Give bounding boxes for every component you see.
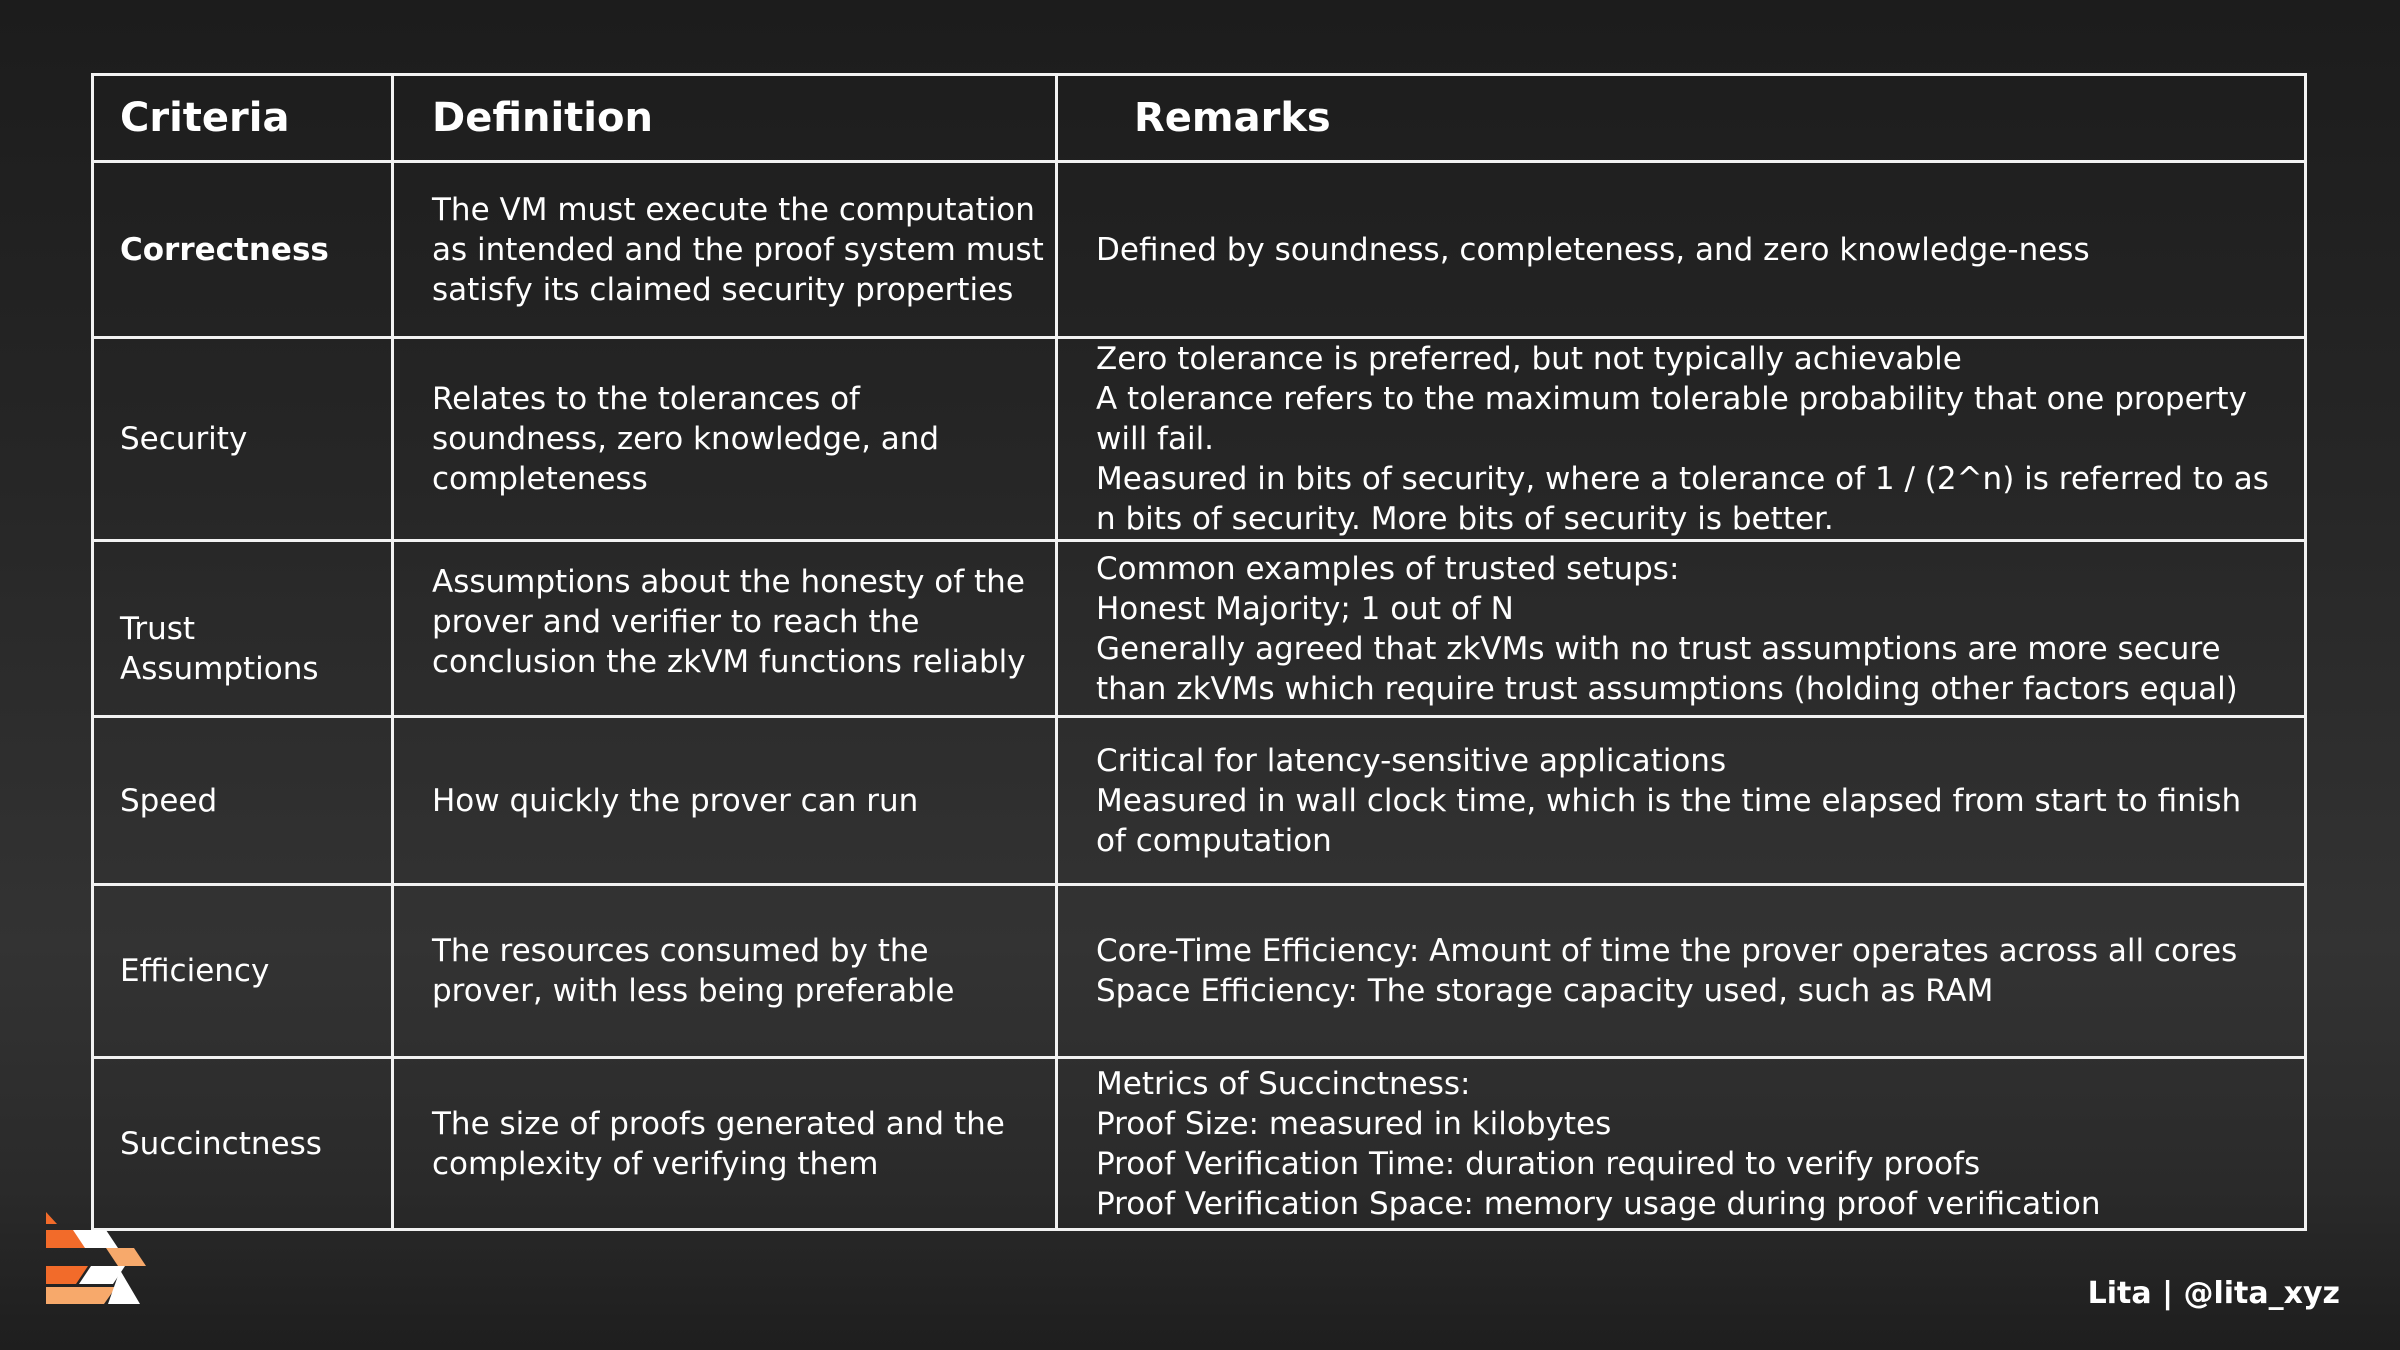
definition-line: Assumptions about the honesty of the: [432, 564, 1025, 600]
definition-cell: [393, 717, 1057, 885]
definition-cell: [393, 1058, 1057, 1230]
definition-line: prover, with less being preferable: [432, 973, 955, 1009]
remark-line: Generally agreed that zkVMs with no trust assumptions are more secure than zkVMs which require trust assumptions (holding other factors equal): [1096, 630, 2238, 707]
remarks-cell: [1057, 885, 2306, 1058]
definition-cell: [393, 541, 1057, 717]
remark-line: Proof Size: measured in kilobytes: [1096, 1105, 1612, 1142]
definition-line: soundness, zero knowledge, and: [432, 421, 940, 457]
definition-line: prover and verifier to reach the: [432, 604, 920, 640]
definition-line: completeness: [432, 461, 648, 497]
definition-line: satisfy its claimed security properties: [432, 271, 1014, 308]
criteria-label: Trust Assumptions: [120, 610, 319, 687]
criteria-cell: Succinctness: [93, 1058, 393, 1230]
definition-line: The resources consumed by the: [432, 933, 929, 969]
lita-logo-icon: [46, 1212, 152, 1304]
remark-line: Metrics of Succinctness:: [1096, 1065, 1471, 1102]
criteria-cell: [93, 541, 393, 717]
table-row: [93, 717, 2306, 885]
remark-line: Core-Time Efficiency: Amount of time the prover operates across all cores: [1096, 933, 2238, 969]
criteria-cell: Security: [93, 338, 393, 541]
definition-line: The size of proofs generated and the: [432, 1105, 1005, 1142]
table-row: [93, 541, 2306, 717]
remark-line: Critical for latency-sensitive applications: [1096, 742, 1727, 779]
definition-line: conclusion the zkVM functions reliably: [432, 644, 1026, 680]
table-row: [93, 885, 2306, 1058]
remark-line: Space Efficiency: The storage capacity used, such as RAM: [1096, 973, 1994, 1009]
criteria-table: [91, 73, 2307, 1231]
definition-line: Relates to the tolerances of: [432, 381, 860, 417]
table-header-row: [93, 75, 2306, 162]
definition-line: The VM must execute the computation: [432, 191, 1035, 228]
header-criteria: Criteria: [93, 75, 393, 162]
criteria-cell: Efficiency: [93, 885, 393, 1058]
remarks-cell: [1057, 541, 2306, 717]
header-definition: Definition: [393, 75, 1057, 162]
remarks-cell: [1057, 1058, 2306, 1230]
logo-stripe-top: [46, 1212, 57, 1224]
definition-cell: [393, 162, 1057, 338]
remark-line: Honest Majority; 1 out of N: [1096, 590, 1514, 627]
logo-stripe-bottom-left: [46, 1287, 116, 1304]
remark-line: Measured in bits of security, where a tolerance of 1 / (2^n) is referred to as n bits of security. More bits of security is better.: [1096, 461, 2269, 537]
table-row: [93, 1058, 2306, 1230]
definition-line: as intended and the proof system must: [432, 231, 1044, 268]
remark-line: Defined by soundness, completeness, and zero knowledge-ness: [1096, 231, 2090, 268]
criteria-cell: Speed: [93, 717, 393, 885]
table-row: [93, 162, 2306, 338]
remark-line: Proof Verification Space: memory usage during proof verification: [1096, 1185, 2101, 1222]
criteria-cell: Correctness: [93, 162, 393, 338]
table-row: [93, 338, 2306, 541]
remark-line: Common examples of trusted setups:: [1096, 550, 1680, 587]
definition-line: How quickly the prover can run: [432, 782, 919, 819]
definition-line: complexity of verifying them: [432, 1145, 879, 1182]
remarks-cell: [1057, 717, 2306, 885]
remark-line: Zero tolerance is preferred, but not typically achievable: [1096, 341, 1962, 377]
logo-stripe-mid-right: [106, 1248, 146, 1266]
remarks-cell: [1057, 338, 2306, 541]
remark-line: Measured in wall clock time, which is the time elapsed from start to finish of computation: [1096, 782, 2242, 859]
header-remarks: Remarks: [1057, 75, 2306, 162]
definition-cell: [393, 338, 1057, 541]
remarks-cell: [1057, 162, 2306, 338]
definition-cell: [393, 885, 1057, 1058]
remark-line: A tolerance refers to the maximum tolerable probability that one property will fail.: [1096, 381, 2247, 457]
footer-handle: Lita | @lita_xyz: [2087, 1276, 2340, 1311]
remark-line: Proof Verification Time: duration required to verify proofs: [1096, 1145, 1981, 1182]
